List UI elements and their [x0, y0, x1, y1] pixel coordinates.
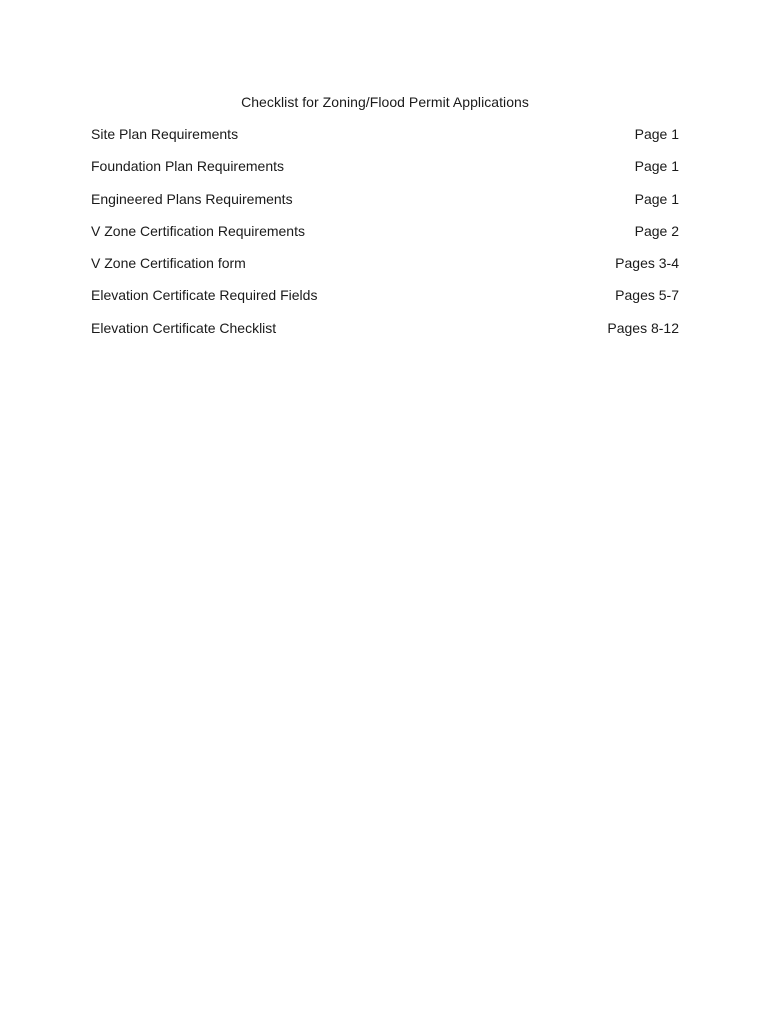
toc-entry-site-plan [91, 125, 679, 157]
toc-entry-label: Foundation Plan Requirements [91, 158, 285, 175]
toc-entry-label: Site Plan Requirements [91, 126, 239, 142]
toc-entry-pages: Pages 5-7 [615, 287, 679, 304]
toc-entry-elevation-fields [91, 286, 679, 318]
toc-entry-pages: Page 1 [634, 190, 679, 207]
toc-entry-v-zone-form [91, 254, 679, 286]
toc-entry-pages: Pages 3-4 [615, 255, 679, 272]
toc-entry-v-zone-requirements [91, 222, 679, 254]
toc-entry-label: V Zone Certification Requirements [91, 222, 305, 239]
toc-entry-label: Elevation Certificate Required Fields [91, 287, 318, 304]
toc-entry-label: V Zone Certification form [91, 255, 246, 272]
toc-entry-elevation-checklist [91, 319, 679, 351]
toc-entry-pages: Page 2 [634, 222, 679, 239]
toc-entry-pages: Pages 8-12 [607, 319, 679, 336]
toc-entry-label: Engineered Plans Requirements [91, 190, 293, 207]
toc-entry-engineered-plans [91, 190, 679, 222]
toc-entry-foundation-plan [91, 157, 679, 189]
table-of-contents [91, 125, 679, 351]
toc-entry-label: Elevation Certificate Checklist [91, 319, 277, 336]
document-title: Checklist for Zoning/Flood Permit Applications [241, 94, 529, 110]
toc-entry-pages: Page 1 [634, 126, 679, 142]
toc-entry-pages: Page 1 [634, 158, 679, 175]
